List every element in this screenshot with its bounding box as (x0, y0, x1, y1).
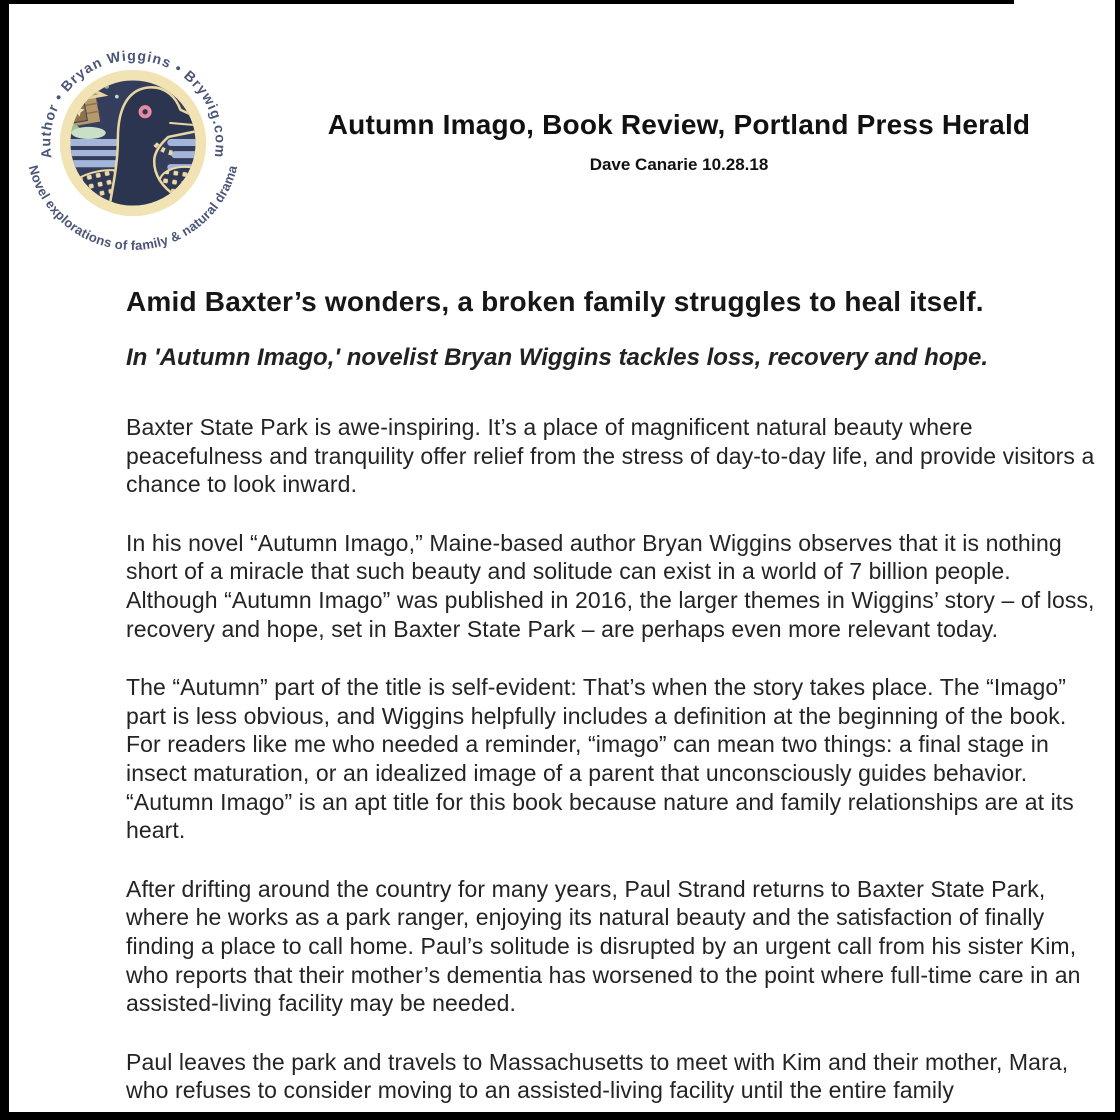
page-border-left (0, 0, 9, 1120)
page-title: Autumn Imago, Book Review, Portland Press Herald (327, 109, 1031, 140)
logo-arc-text-bottom: Novel explorations of family & natural drama (25, 163, 241, 254)
byline: Dave Canarie 10.28.18 (589, 155, 769, 174)
article-body (126, 285, 1104, 1105)
author-logo (16, 26, 250, 260)
page-border-bottom (0, 1112, 1120, 1120)
loon-badge-icon (16, 26, 250, 260)
article-paragraph: The “Autumn” part of the title is self-evident: That’s when the story takes place. The “Imago” part is less obvious, and Wiggins helpfully includes a definition at the beginning of the book. For readers like me who needed a reminder, “imago” can mean two things: a final stage in insect maturation, or an idealized image of a parent that unconsciously guides behavior. “Autumn Imago” is an apt title for this book because nature and family relationships are at its heart. (126, 674, 1074, 844)
article-paragraph: Baxter State Park is awe-inspiring. It’s a place of magnificent natural beauty where peacefulness and tranquility offer relief from the stress of day-to-day life, and provide visitors a chance to look inward. (126, 414, 1095, 498)
article-headline: Amid Baxter’s wonders, a broken family struggles to heal itself. (126, 286, 984, 317)
article-paragraphs (126, 413, 1104, 1105)
article-subheadline: In 'Autumn Imago,' novelist Bryan Wiggins tackles loss, recovery and hope. (126, 344, 989, 371)
logo-arc-text-top: Author • Bryan Wiggins • Brywig.com (37, 47, 229, 160)
document-header (252, 108, 1106, 175)
article-paragraph: In his novel “Autumn Imago,” Maine-based author Bryan Wiggins observes that it is nothing short of a miracle that such beauty and solitude can exist in a world of 7 billion people. Although “Autumn Imago” was published in 2016, the larger themes in Wiggins’ story – of loss, recovery and hope, set in Baxter State Park – are perhaps even more relevant today. (126, 529, 1095, 642)
article-paragraph: After drifting around the country for many years, Paul Strand returns to Baxter State Park, where he works as a park ranger, enjoying its natural beauty and the satisfaction of finally finding a place to call home. Paul’s solitude is disrupted by an urgent call from his sister Kim, who reports that their mother’s dementia has worsened to the point where full-time care in an assisted-living facility may be needed. (126, 875, 1081, 1017)
article-paragraph: Paul leaves the park and travels to Massachusetts to meet with Kim and their mother, Mara, who refuses to consider moving to an assisted-living facility until the entire family (126, 1048, 1069, 1104)
page-border-right (1115, 0, 1120, 1120)
page-border-top (0, 0, 1014, 4)
